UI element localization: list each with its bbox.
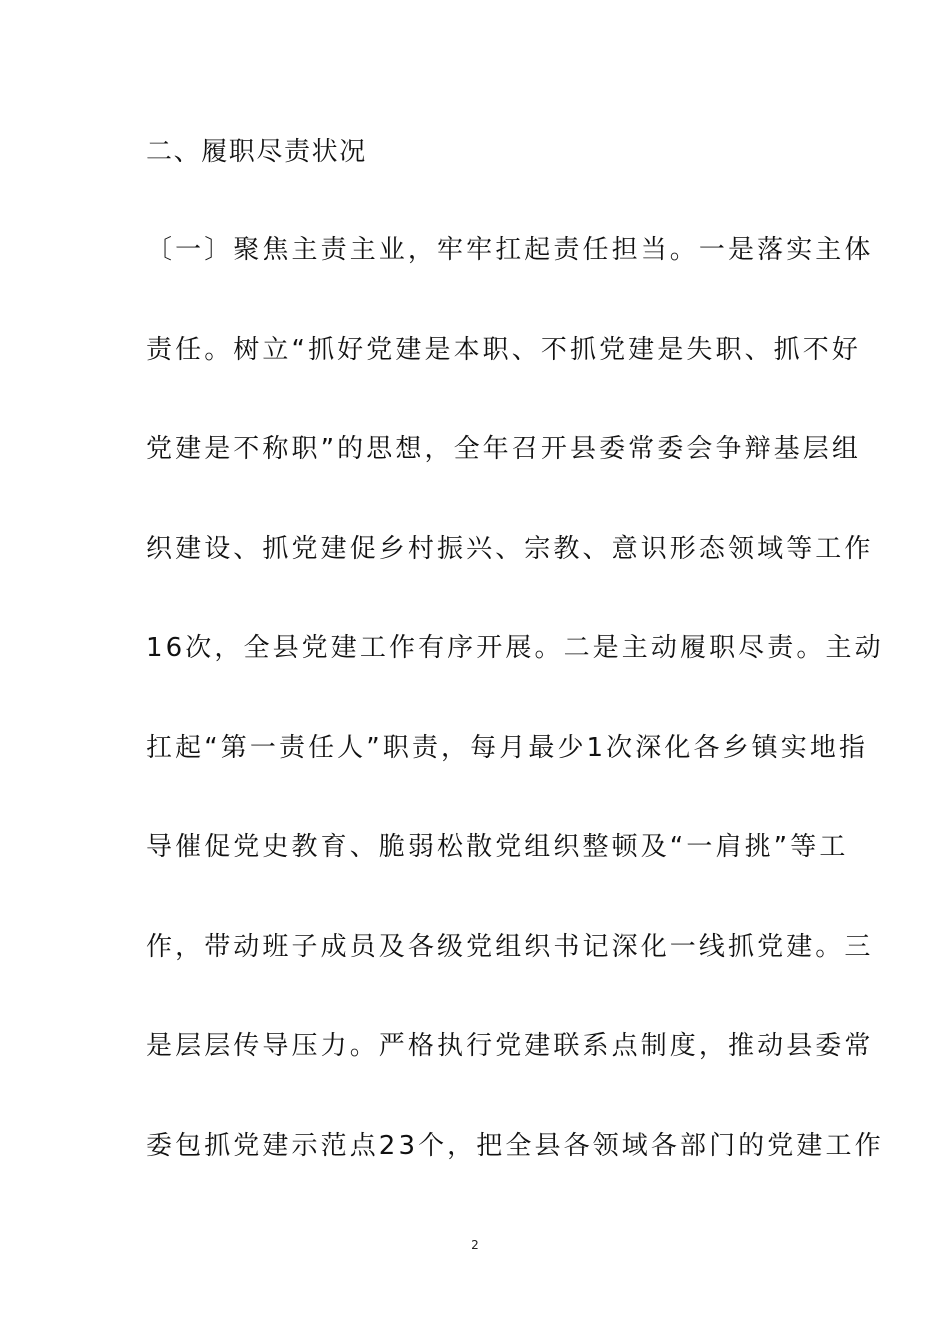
body-line-1: 〔一〕聚焦主责主业，牢牢扛起责任担当。一是落实主体 (146, 235, 874, 265)
body-line-2: 责任。树立“抓好党建是本职、不抓党建是失职、抓不好 (146, 335, 861, 365)
body-line-6: 扛起“第一责任人”职责，每月最少1次深化各乡镇实地指 (146, 733, 869, 763)
page-number: 2 (471, 1238, 479, 1252)
body-line-3: 党建是不称职”的思想，全年召开县委常委会争辩基层组 (146, 434, 861, 464)
body-line-4: 织建设、抓党建促乡村振兴、宗教、意识形态领域等工作 (146, 534, 874, 564)
body-line-10: 委包抓党建示范点23个，把全县各领域各部门的党建工作 (146, 1131, 884, 1161)
body-line-9: 是层层传导压力。严格执行党建联系点制度，推动县委常 (146, 1031, 874, 1061)
body-line-7: 导催促党史教育、脆弱松散党组织整顿及“一肩挑”等工 (146, 832, 849, 862)
body-line-5: 16次，全县党建工作有序开展。二是主动履职尽责。主动 (146, 633, 884, 663)
section-heading: 二、履职尽责状况 (146, 137, 367, 167)
body-line-8: 作，带动班子成员及各级党组织书记深化一线抓党建。三 (146, 932, 874, 962)
